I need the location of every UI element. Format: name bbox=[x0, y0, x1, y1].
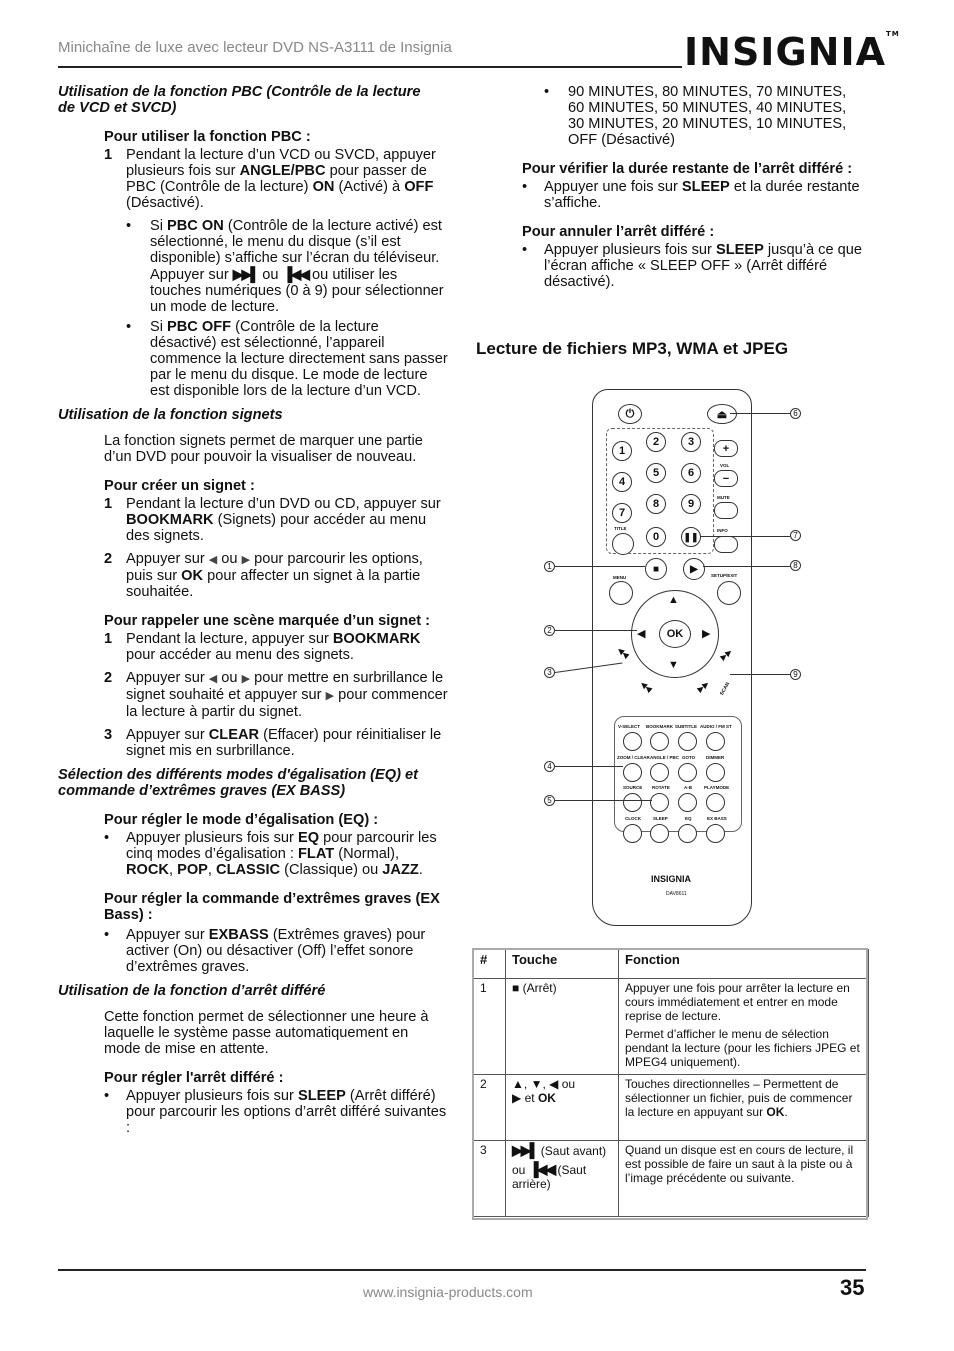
running-header: Minichaîne de luxe avec lecteur DVD NS-A3111 de Insignia bbox=[58, 39, 452, 56]
pbc-bullet-off: • Si PBC OFF (Contrôle de la lecture désactivé) est sélectionné, l’appareil commence la lecture directement sans passer par le menu du disque. Le mode de lecture est disponible lors de la lecture d’un VCD. bbox=[126, 319, 448, 399]
info-label: INFO bbox=[717, 528, 728, 533]
subtitle-label: SUBTITLE bbox=[675, 724, 697, 729]
digit-9-button[interactable]: 9 bbox=[681, 494, 701, 514]
sleep-bullet: • Appuyer plusieurs fois sur SLEEP (Arrêt différé) pour parcourir les options d’arrêt différé suivantes : bbox=[104, 1088, 447, 1136]
goto-button[interactable] bbox=[678, 763, 697, 782]
callout-3: 3 bbox=[544, 667, 555, 678]
remote-model: DAV8611 bbox=[666, 891, 687, 897]
callout-1: 1 bbox=[544, 561, 555, 572]
callout-4-line bbox=[555, 766, 623, 767]
eq-bullet: • Appuyer plusieurs fois sur EQ pour parcourir les cinq modes d’égalisation : FLAT (Normal), ROCK, POP, CLASSIC (Classique) ou JAZZ. bbox=[104, 830, 437, 878]
vol-label: VOL bbox=[720, 463, 730, 468]
sleep-intro: Cette fonction permet de sélectionner une heure à laquelle le système passe automatiquement en mode de mise en attente. bbox=[104, 1009, 429, 1057]
zoom-clear-label: ZOOM / CLEAR bbox=[617, 755, 650, 760]
sleep-subheading: Pour régler l'arrêt différé : bbox=[104, 1070, 284, 1086]
skip-forward-icon: ▶▶▌ bbox=[232, 266, 259, 282]
digit-1-button[interactable]: 1 bbox=[612, 441, 632, 461]
bookmark-button[interactable] bbox=[650, 732, 669, 751]
bookmark-recall-step-2: 2 Appuyer sur ◀ ou ▶ pour mettre en surbrillance le signet souhaité et appuyer sur ▶ pour commencer la lecture à partir du signet. bbox=[104, 670, 448, 720]
a-b-button[interactable] bbox=[678, 793, 697, 812]
playmode-label: PLAYMODE bbox=[704, 785, 730, 790]
right-column bbox=[522, 84, 867, 290]
function-table bbox=[473, 949, 869, 1217]
table-header: Touche bbox=[506, 950, 619, 979]
clock-button[interactable] bbox=[623, 824, 642, 843]
callout-9: 9 bbox=[790, 669, 801, 680]
sleep-button[interactable] bbox=[650, 824, 669, 843]
brand-logo: INSIGNIA™ bbox=[684, 30, 900, 74]
up-arrow-icon: ▲ bbox=[512, 1077, 524, 1091]
source-button[interactable] bbox=[623, 793, 642, 812]
vol-up-button[interactable]: + bbox=[714, 440, 738, 457]
source-label: SOURCE bbox=[623, 785, 643, 790]
table-cell-num: 3 bbox=[474, 1141, 506, 1217]
table-row bbox=[474, 1141, 869, 1217]
up-arrow-button[interactable]: ▲ bbox=[668, 594, 679, 606]
sleep-check-subheading: Pour vérifier la durée restante de l’arrêt différé : bbox=[522, 161, 853, 177]
dimmer-button[interactable] bbox=[706, 763, 725, 782]
subtitle-button[interactable] bbox=[678, 732, 697, 751]
digit-2-button[interactable]: 2 bbox=[646, 432, 666, 452]
skip-forward-icon[interactable]: ▶▶ bbox=[718, 647, 734, 662]
play-button[interactable]: ▶ bbox=[683, 558, 705, 580]
callout-4: 4 bbox=[544, 761, 555, 772]
table-header: # bbox=[474, 950, 506, 979]
callout-6: 6 bbox=[790, 408, 801, 419]
audio-button[interactable] bbox=[706, 732, 725, 751]
power-button[interactable]: ⏻ bbox=[618, 404, 642, 424]
sleep-heading: Utilisation de la fonction d’arrêt différé bbox=[58, 983, 326, 999]
callout-1-line bbox=[555, 566, 645, 567]
digit-0-button[interactable]: 0 bbox=[646, 527, 666, 547]
table-cell-function: Quand un disque est en cours de lecture, il est possible de faire un saut à la piste ou à l’image précédente ou suivante. bbox=[619, 1141, 869, 1217]
callout-5: 5 bbox=[544, 795, 555, 806]
digit-3-button[interactable]: 3 bbox=[681, 432, 701, 452]
a-b-label: A-B bbox=[684, 785, 692, 790]
stop-icon: ■ bbox=[512, 981, 520, 995]
callout-9-line bbox=[730, 674, 790, 675]
stop-button[interactable]: ■ bbox=[645, 558, 667, 580]
right-arrow-icon: ▶ bbox=[241, 554, 251, 566]
playmode-button[interactable] bbox=[706, 793, 725, 812]
table-cell-key: ■ (Arrêt) bbox=[506, 979, 619, 1075]
callout-2: 2 bbox=[544, 625, 555, 636]
pbc-bullet-on: • Si PBC ON (Contrôle de la lecture activé) est sélectionné, le menu du disque (s’il est disponible) s’affiche sur l’écran du téléviseur. Appuyer sur ▶▶▌ ou ▐◀◀ ou utiliser les touches numériques (0 à 9) pour sélectionner un mode de lecture. bbox=[126, 218, 444, 315]
menu-button[interactable] bbox=[609, 581, 633, 605]
angle-pbc-label: ANGLE / PBC bbox=[650, 755, 680, 760]
audio-label: AUDIO / FM ST bbox=[700, 724, 732, 729]
sleep-label: SLEEP bbox=[653, 816, 668, 821]
title-label: TITLE bbox=[614, 526, 627, 531]
info-button[interactable] bbox=[714, 536, 738, 553]
table-cell-function: Appuyer une fois pour arrêter la lecture en cours immédiatement et entrer en mode reprise de lecture. Permet d’afficher le menu de sélection pendant la lecture (pour les fichiers JPEG et MPEG4 uniquement). bbox=[619, 979, 869, 1075]
callout-7-line bbox=[700, 536, 790, 537]
vol-down-button[interactable]: − bbox=[714, 470, 738, 487]
bookmark-recall-subheading: Pour rappeler une scène marquée d’un signet : bbox=[104, 613, 431, 629]
eq-subheading: Pour régler le mode d’égalisation (EQ) : bbox=[104, 812, 379, 828]
title-button[interactable] bbox=[612, 533, 634, 555]
setup-button[interactable] bbox=[717, 581, 741, 605]
sleep-check-bullet: • Appuyer une fois sur SLEEP et la durée restante s’affiche. bbox=[522, 179, 860, 211]
bookmark-create-step-2: 2 Appuyer sur ◀ ou ▶ pour parcourir les options, puis sur OK pour affecter un signet à la partie souhaitée. bbox=[104, 551, 423, 600]
table-cell-num: 2 bbox=[474, 1075, 506, 1141]
bookmark-recall-step-1: 1 Pendant la lecture, appuyer sur BOOKMARK pour accéder au menu des signets. bbox=[104, 631, 421, 663]
page-number: 35 bbox=[840, 1275, 865, 1300]
pbc-step-1: 1 Pendant la lecture d’un VCD ou SVCD, appuyer plusieurs fois sur ANGLE/PBC pour passer de PBC (Contrôle de la lecture) ON (Activé) à OFF (Désactivé). bbox=[104, 147, 436, 211]
sleep-cancel-subheading: Pour annuler l’arrêt différé : bbox=[522, 224, 715, 240]
v-select-button[interactable] bbox=[623, 732, 642, 751]
callout-8-line bbox=[703, 566, 790, 567]
left-column bbox=[58, 84, 448, 1136]
callout-2-line bbox=[555, 630, 637, 631]
sleep-minutes-bullet: • 90 MINUTES, 80 MINUTES, 70 MINUTES, 60 MINUTES, 50 MINUTES, 40 MINUTES, 30 MINUTES, 20 MINUTES, 10 MINUTES, OFF (Désactivé) bbox=[544, 84, 847, 148]
clock-label: CLOCK bbox=[625, 816, 641, 821]
angle-pbc-button[interactable] bbox=[650, 763, 669, 782]
left-arrow-icon: ◀ bbox=[208, 554, 218, 566]
footer-url: www.insignia-products.com bbox=[363, 1284, 533, 1300]
mp3-heading: Lecture de fichiers MP3, WMA et JPEG bbox=[476, 339, 789, 358]
eject-button[interactable]: ⏏ bbox=[707, 404, 737, 424]
right-arrow-icon: ▶ bbox=[241, 673, 251, 685]
zoom-clear-button[interactable] bbox=[623, 763, 642, 782]
rewind-icon[interactable]: ◀◀ bbox=[638, 679, 654, 694]
mute-label: MUTE bbox=[717, 495, 730, 500]
dimmer-label: DIMMER bbox=[706, 755, 725, 760]
skip-back-icon[interactable]: ◀◀ bbox=[615, 645, 631, 660]
digit-6-button[interactable]: 6 bbox=[681, 463, 701, 483]
forward-icon[interactable]: ▶▶ bbox=[695, 679, 711, 694]
left-arrow-icon: ◀ bbox=[208, 673, 218, 685]
digit-7-button[interactable]: 7 bbox=[612, 503, 632, 523]
table-cell-function: Touches directionnelles – Permettent de sélectionner un fichier, puis de commencer la lecture en appuyant sur OK. bbox=[619, 1075, 869, 1141]
exbass-button[interactable] bbox=[706, 824, 725, 843]
rotate-label: ROTATE bbox=[652, 785, 670, 790]
pause-button[interactable]: ❚❚ bbox=[681, 527, 701, 547]
eq-label: EQ bbox=[685, 816, 692, 821]
digit-5-button[interactable]: 5 bbox=[646, 463, 666, 483]
table-row bbox=[474, 979, 869, 1075]
eq-button[interactable] bbox=[678, 824, 697, 843]
bookmark-create-step-1: 1 Pendant la lecture d’un DVD ou CD, appuyer sur BOOKMARK (Signets) pour accéder au menu des signets. bbox=[104, 496, 441, 544]
callout-8: 8 bbox=[790, 560, 801, 571]
scan-label: SCAN bbox=[718, 681, 732, 697]
skip-forward-icon: ▶▶▌ bbox=[512, 1142, 538, 1158]
eq-heading: Sélection des différents modes d'égalisation (EQ) et commande d’extrêmes graves (EX BASS) bbox=[58, 767, 419, 799]
right-arrow-icon: ▶ bbox=[512, 1091, 522, 1105]
v-select-label: V-SELECT bbox=[618, 724, 641, 729]
goto-label: GOTO bbox=[682, 755, 696, 760]
play-icon: ▶ bbox=[325, 690, 335, 702]
table-header: Fonction bbox=[619, 950, 869, 979]
callout-6-line bbox=[730, 413, 790, 414]
left-arrow-icon: ◀ bbox=[549, 1077, 559, 1091]
bookmark-label: BOOKMARK bbox=[646, 724, 673, 729]
setup-label: SETUP/EXIT bbox=[711, 573, 738, 578]
mute-button[interactable] bbox=[714, 502, 738, 519]
pbc-subheading: Pour utiliser la fonction PBC : bbox=[104, 129, 311, 145]
table-cell-num: 1 bbox=[474, 979, 506, 1075]
table-row bbox=[474, 1075, 869, 1141]
down-arrow-icon: ▼ bbox=[530, 1077, 543, 1091]
skip-back-icon: ▐◀◀ bbox=[282, 266, 308, 282]
right-arrow-button[interactable]: ▶ bbox=[702, 628, 711, 640]
exbass-label: EX BASS bbox=[707, 816, 727, 821]
ok-button[interactable]: OK bbox=[659, 620, 691, 648]
sleep-cancel-bullet: • Appuyer plusieurs fois sur SLEEP jusqu’à ce que l’écran affiche « SLEEP OFF » (Arrêt différé désactivé). bbox=[522, 242, 863, 290]
bookmark-recall-step-3: 3 Appuyer sur CLEAR (Effacer) pour réinitialiser le signet mis en surbrillance. bbox=[104, 727, 442, 759]
bookmark-create-subheading: Pour créer un signet : bbox=[104, 478, 255, 494]
left-arrow-button[interactable]: ◀ bbox=[637, 628, 646, 640]
pbc-heading: Utilisation de la fonction PBC (Contrôle de la lecture de VCD et SVCD) bbox=[58, 84, 421, 116]
digit-8-button[interactable]: 8 bbox=[646, 494, 666, 514]
exbass-subheading: Pour régler la commande d’extrêmes graves (EX Bass) : bbox=[104, 891, 440, 923]
table-header-row bbox=[474, 950, 869, 979]
rotate-button[interactable] bbox=[650, 793, 669, 812]
exbass-bullet: • Appuyer sur EXBASS (Extrêmes graves) pour activer (On) ou désactiver (Off) l’effet sonore d’extrêmes graves. bbox=[104, 927, 426, 975]
down-arrow-button[interactable]: ▼ bbox=[668, 659, 679, 671]
footer-rule bbox=[58, 1269, 866, 1271]
table-cell-key: ▶▶▌ (Saut avant) ou ▐◀◀ (Saut arrière) bbox=[506, 1141, 619, 1217]
skip-back-icon: ▐◀◀ bbox=[528, 1161, 555, 1177]
bookmark-heading: Utilisation de la fonction signets bbox=[58, 407, 283, 423]
bookmark-intro: La fonction signets permet de marquer une partie d’un DVD pour pouvoir la visualiser de nouveau. bbox=[104, 433, 423, 465]
callout-7: 7 bbox=[790, 530, 801, 541]
callout-5-line bbox=[555, 800, 652, 801]
menu-label: MENU bbox=[613, 575, 627, 580]
header-rule bbox=[58, 66, 682, 68]
digit-4-button[interactable]: 4 bbox=[612, 472, 632, 492]
remote-brand-logo: INSIGNIA bbox=[651, 874, 692, 884]
table-cell-key: ▲, ▼, ◀ ou ▶ et OK bbox=[506, 1075, 619, 1141]
